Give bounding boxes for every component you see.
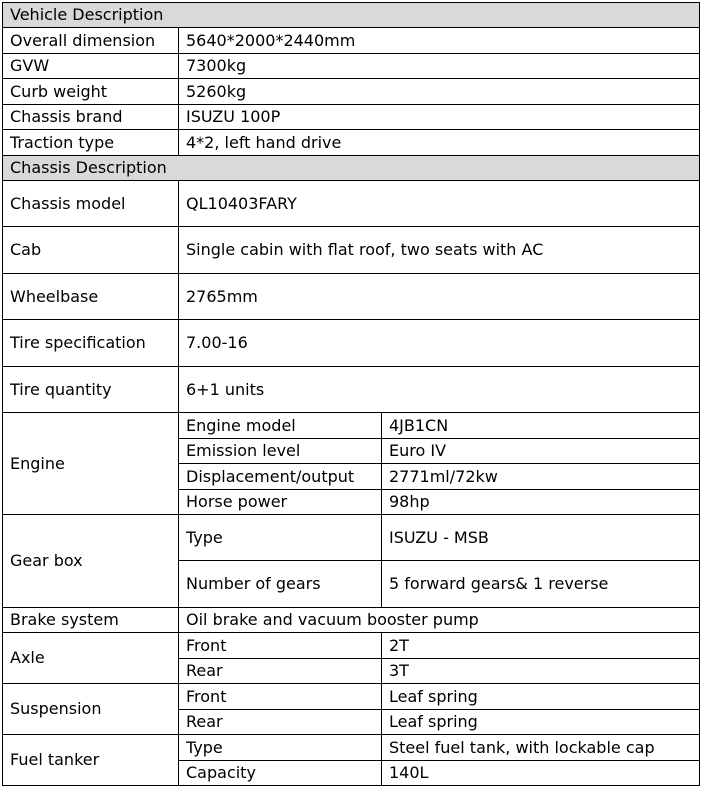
row-value: 7.00-16 (179, 320, 700, 367)
table-row (3, 105, 700, 130)
row-value: QL10403FARY (179, 181, 700, 227)
sub-value: 3T (382, 659, 700, 684)
sub-key: Rear (179, 710, 382, 735)
table-row (3, 515, 700, 561)
sub-value: Steel fuel tank, with lockable cap (382, 735, 700, 761)
row-value: Single cabin with flat roof, two seats with AC (179, 227, 700, 274)
sub-value: Leaf spring (382, 684, 700, 710)
row-label: Chassis brand (3, 105, 179, 130)
row-label: Wheelbase (3, 274, 179, 320)
table-row (3, 274, 700, 320)
row-value: 7300kg (179, 54, 700, 79)
sub-key: Capacity (179, 761, 382, 786)
table-row (3, 181, 700, 227)
row-value: ISUZU 100P (179, 105, 700, 130)
table-row (3, 413, 700, 439)
sub-key: Type (179, 515, 382, 561)
row-label: Curb weight (3, 79, 179, 105)
row-label: Tire specification (3, 320, 179, 367)
table-row (3, 227, 700, 274)
row-label: GVW (3, 54, 179, 79)
group-label-fuel-tanker: Fuel tanker (3, 735, 179, 786)
group-label-suspension: Suspension (3, 684, 179, 735)
group-label-axle: Axle (3, 633, 179, 684)
sub-value: Leaf spring (382, 710, 700, 735)
sub-value: ISUZU - MSB (382, 515, 700, 561)
sub-key: Rear (179, 659, 382, 684)
table-row (3, 367, 700, 413)
table-row (3, 735, 700, 761)
sub-value: 5 forward gears& 1 reverse (382, 561, 700, 608)
row-value: Oil brake and vacuum booster pump (179, 608, 700, 633)
table-row (3, 684, 700, 710)
spec-table (2, 2, 700, 786)
row-value: 5260kg (179, 79, 700, 105)
table-row (3, 608, 700, 633)
row-label: Chassis model (3, 181, 179, 227)
sub-value: 4JB1CN (382, 413, 700, 439)
sub-key: Type (179, 735, 382, 761)
table-row (3, 320, 700, 367)
sub-value: 98hp (382, 490, 700, 515)
row-value: 6+1 units (179, 367, 700, 413)
section-title: Chassis Description (3, 156, 700, 181)
group-label-engine: Engine (3, 413, 179, 515)
table-row (3, 79, 700, 105)
sub-key: Horse power (179, 490, 382, 515)
row-label: Overall dimension (3, 28, 179, 54)
row-label: Cab (3, 227, 179, 274)
row-label: Brake system (3, 608, 179, 633)
sub-value: 2771ml/72kw (382, 464, 700, 490)
row-label: Tire quantity (3, 367, 179, 413)
sub-key: Engine model (179, 413, 382, 439)
table-row (3, 54, 700, 79)
sub-value: Euro IV (382, 439, 700, 464)
sub-key: Number of gears (179, 561, 382, 608)
row-label: Traction type (3, 130, 179, 156)
group-label-gearbox: Gear box (3, 515, 179, 608)
row-value: 5640*2000*2440mm (179, 28, 700, 54)
section-title: Vehicle Description (3, 3, 700, 28)
table-row (3, 130, 700, 156)
sub-key: Displacement/output (179, 464, 382, 490)
sub-key: Emission level (179, 439, 382, 464)
sub-value: 2T (382, 633, 700, 659)
sub-value: 140L (382, 761, 700, 786)
table-row (3, 28, 700, 54)
section-header-vehicle (3, 3, 700, 28)
row-value: 4*2, left hand drive (179, 130, 700, 156)
sub-key: Front (179, 684, 382, 710)
row-value: 2765mm (179, 274, 700, 320)
sub-key: Front (179, 633, 382, 659)
section-header-chassis (3, 156, 700, 181)
table-row (3, 633, 700, 659)
